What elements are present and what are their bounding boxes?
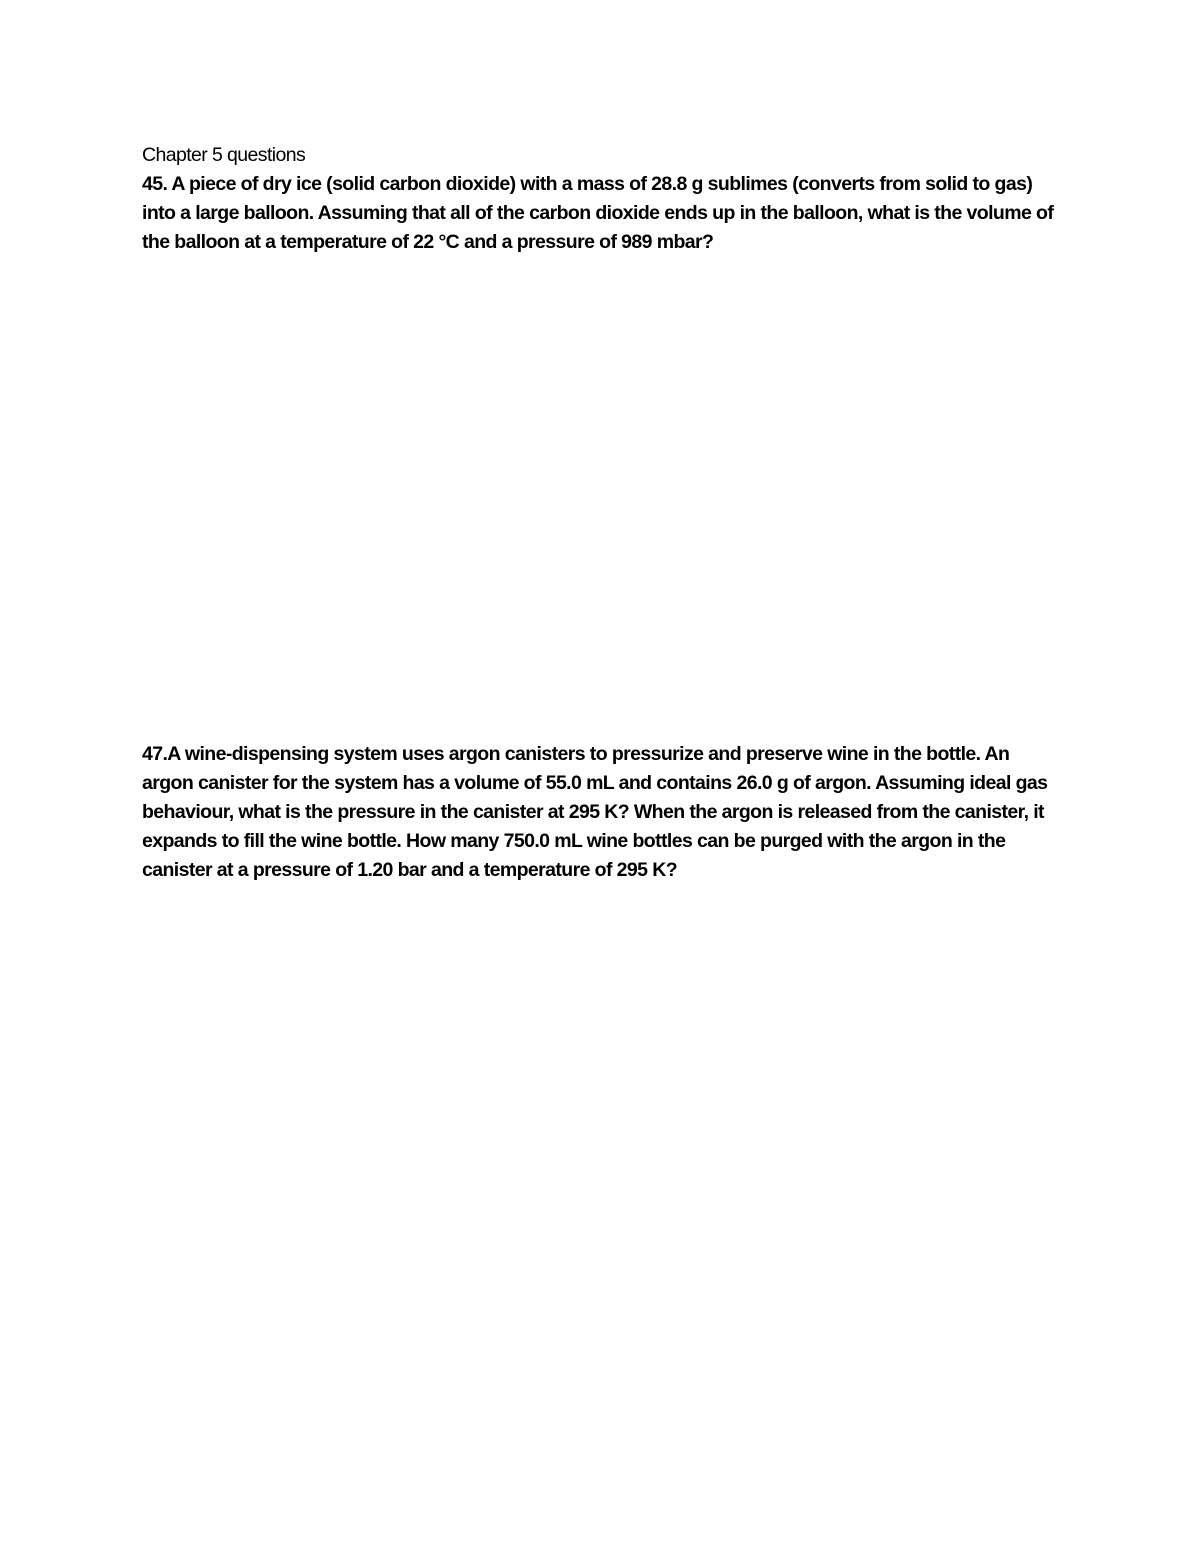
question-45: 45. A piece of dry ice (solid carbon dioxide) with a mass of 28.8 g sublimes (converts from solid to gas) into a large balloon. Assuming that all of the carbon dioxide ends up in the balloon, what is the volume of the balloon at a temperature of 22 °C and a pressure of 989 mbar? [142, 173, 1054, 253]
chapter-heading: Chapter 5 questions [142, 144, 306, 166]
question-47: 47.A wine-dispensing system uses argon canisters to pressurize and preserve wine in the bottle. An argon canister for the system has a volume of 55.0 mL and contains 26.0 g of argon. Assuming ideal gas behaviour, what is the pressure in the canister at 295 K? When the argon is released from the canister, it expands to fill the wine bottle. How many 750.0 mL wine bottles can be purged with the argon in the canister at a pressure of 1.20 bar and a temperature of 295 K? [142, 743, 1048, 881]
